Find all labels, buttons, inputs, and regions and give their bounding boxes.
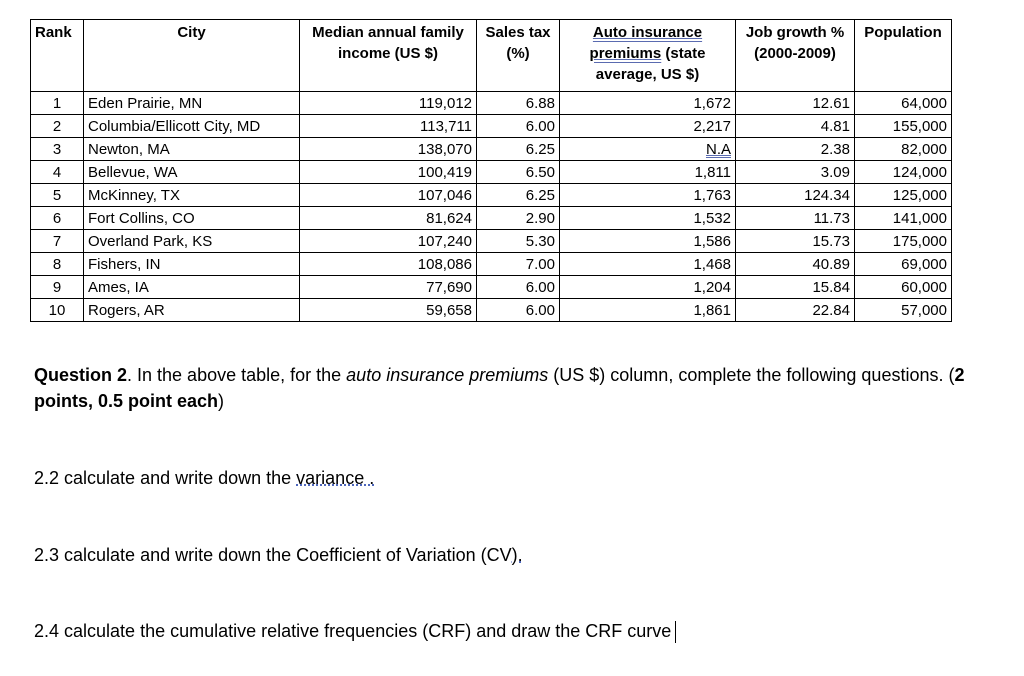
cell-rank: 5 (31, 184, 84, 207)
cell-rank: 6 (31, 207, 84, 230)
cell-auto-insurance: N.A (560, 138, 736, 161)
table-row (31, 299, 952, 322)
cell-city: Newton, MA (84, 138, 300, 161)
cell-population: 155,000 (855, 115, 952, 138)
data-table (30, 19, 952, 322)
question-italic-text: auto insurance premiums (346, 365, 549, 385)
header-auto-ins-line3: (state average, US $) (595, 45, 706, 83)
cell-rank: 8 (31, 253, 84, 276)
cell-job-growth: 15.73 (736, 230, 855, 253)
cell-city: Overland Park, KS (84, 230, 300, 253)
cell-income: 59,658 (300, 299, 477, 322)
cell-city: Columbia/Ellicott City, MD (84, 115, 300, 138)
question-points: 2 points, 0.5 point each (34, 365, 965, 411)
cell-population: 57,000 (855, 299, 952, 322)
cell-auto-insurance: 1,586 (560, 230, 736, 253)
table-row (31, 92, 952, 115)
table-row (31, 161, 952, 184)
table-row (31, 138, 952, 161)
cell-rank: 7 (31, 230, 84, 253)
cell-auto-insurance: 1,204 (560, 276, 736, 299)
cell-job-growth: 124.34 (736, 184, 855, 207)
table-row (31, 115, 952, 138)
question-2-2 (34, 465, 374, 491)
cell-city: Fort Collins, CO (84, 207, 300, 230)
cell-sales-tax: 5.30 (477, 230, 560, 253)
cell-job-growth: 40.89 (736, 253, 855, 276)
header-population: Population (855, 20, 952, 92)
cell-sales-tax: 6.00 (477, 299, 560, 322)
cell-auto-insurance: 1,763 (560, 184, 736, 207)
cell-population: 69,000 (855, 253, 952, 276)
cell-income: 100,419 (300, 161, 477, 184)
table-row (31, 184, 952, 207)
table-row (31, 230, 952, 253)
cell-sales-tax: 6.25 (477, 184, 560, 207)
cell-job-growth: 12.61 (736, 92, 855, 115)
cell-income: 113,711 (300, 115, 477, 138)
header-sales-tax: Sales tax (%) (477, 20, 560, 92)
q2-2-variance: variance . (296, 468, 375, 488)
cell-income: 107,046 (300, 184, 477, 207)
q2-4-text: 2.4 calculate the cumulative relative frequencies (CRF) and draw the CRF curve (34, 621, 672, 641)
q2-3-text: 2.3 calculate and write down the Coefficient of Variation (CV (34, 545, 512, 565)
header-row (31, 20, 952, 92)
cell-job-growth: 3.09 (736, 161, 855, 184)
cell-rank: 10 (31, 299, 84, 322)
q2-3-suffix: ). (511, 545, 523, 565)
cell-population: 124,000 (855, 161, 952, 184)
cell-job-growth: 11.73 (736, 207, 855, 230)
cell-rank: 2 (31, 115, 84, 138)
cell-job-growth: 4.81 (736, 115, 855, 138)
cell-rank: 9 (31, 276, 84, 299)
cell-auto-insurance: 1,811 (560, 161, 736, 184)
cell-population: 64,000 (855, 92, 952, 115)
question-label: Question 2 (34, 365, 128, 385)
cell-auto-insurance: 1,861 (560, 299, 736, 322)
cell-sales-tax: 6.25 (477, 138, 560, 161)
cell-city: McKinney, TX (84, 184, 300, 207)
cell-rank: 3 (31, 138, 84, 161)
cell-sales-tax: 6.50 (477, 161, 560, 184)
question-2-3 (34, 542, 523, 568)
table-row (31, 253, 952, 276)
question-intro-text: . In the above table, for the (127, 365, 347, 385)
cell-auto-insurance: 1,532 (560, 207, 736, 230)
cell-city: Ames, IA (84, 276, 300, 299)
cell-job-growth: 2.38 (736, 138, 855, 161)
cell-population: 82,000 (855, 138, 952, 161)
cell-auto-insurance: 1,468 (560, 253, 736, 276)
cell-population: 141,000 (855, 207, 952, 230)
cell-population: 125,000 (855, 184, 952, 207)
header-auto-ins-line1: Auto insurance (592, 24, 703, 41)
cell-job-growth: 15.84 (736, 276, 855, 299)
cell-sales-tax: 2.90 (477, 207, 560, 230)
cell-city: Bellevue, WA (84, 161, 300, 184)
cell-income: 81,624 (300, 207, 477, 230)
header-city: City (84, 20, 300, 92)
cell-auto-insurance: 2,217 (560, 115, 736, 138)
cell-sales-tax: 7.00 (477, 253, 560, 276)
cell-population: 175,000 (855, 230, 952, 253)
text-cursor[interactable] (675, 621, 676, 643)
header-job-growth: Job growth % (2000-2009) (736, 20, 855, 92)
header-rank: Rank (31, 20, 84, 92)
cell-city: Eden Prairie, MN (84, 92, 300, 115)
cell-income: 107,240 (300, 230, 477, 253)
question-close: ) (218, 391, 225, 411)
cell-rank: 4 (31, 161, 84, 184)
cell-sales-tax: 6.00 (477, 276, 560, 299)
header-income: Median annual family income (US $) (300, 20, 477, 92)
cell-job-growth: 22.84 (736, 299, 855, 322)
table-row (31, 276, 952, 299)
cell-income: 108,086 (300, 253, 477, 276)
cell-auto-insurance: 1,672 (560, 92, 736, 115)
cell-income: 138,070 (300, 138, 477, 161)
table-row (31, 207, 952, 230)
cell-income: 119,012 (300, 92, 477, 115)
header-auto-ins-line2: premiums (589, 45, 662, 62)
question-2-4 (34, 618, 676, 644)
cell-population: 60,000 (855, 276, 952, 299)
cell-city: Fishers, IN (84, 253, 300, 276)
cell-income: 77,690 (300, 276, 477, 299)
header-auto-insurance (560, 20, 736, 92)
question-2-intro (34, 362, 994, 414)
cell-sales-tax: 6.00 (477, 115, 560, 138)
cell-rank: 1 (31, 92, 84, 115)
q2-2-text: 2.2 calculate and write down the (34, 468, 297, 488)
cell-city: Rogers, AR (84, 299, 300, 322)
cell-sales-tax: 6.88 (477, 92, 560, 115)
question-after-text: (US $) column, complete the following questions. ( (548, 365, 955, 385)
